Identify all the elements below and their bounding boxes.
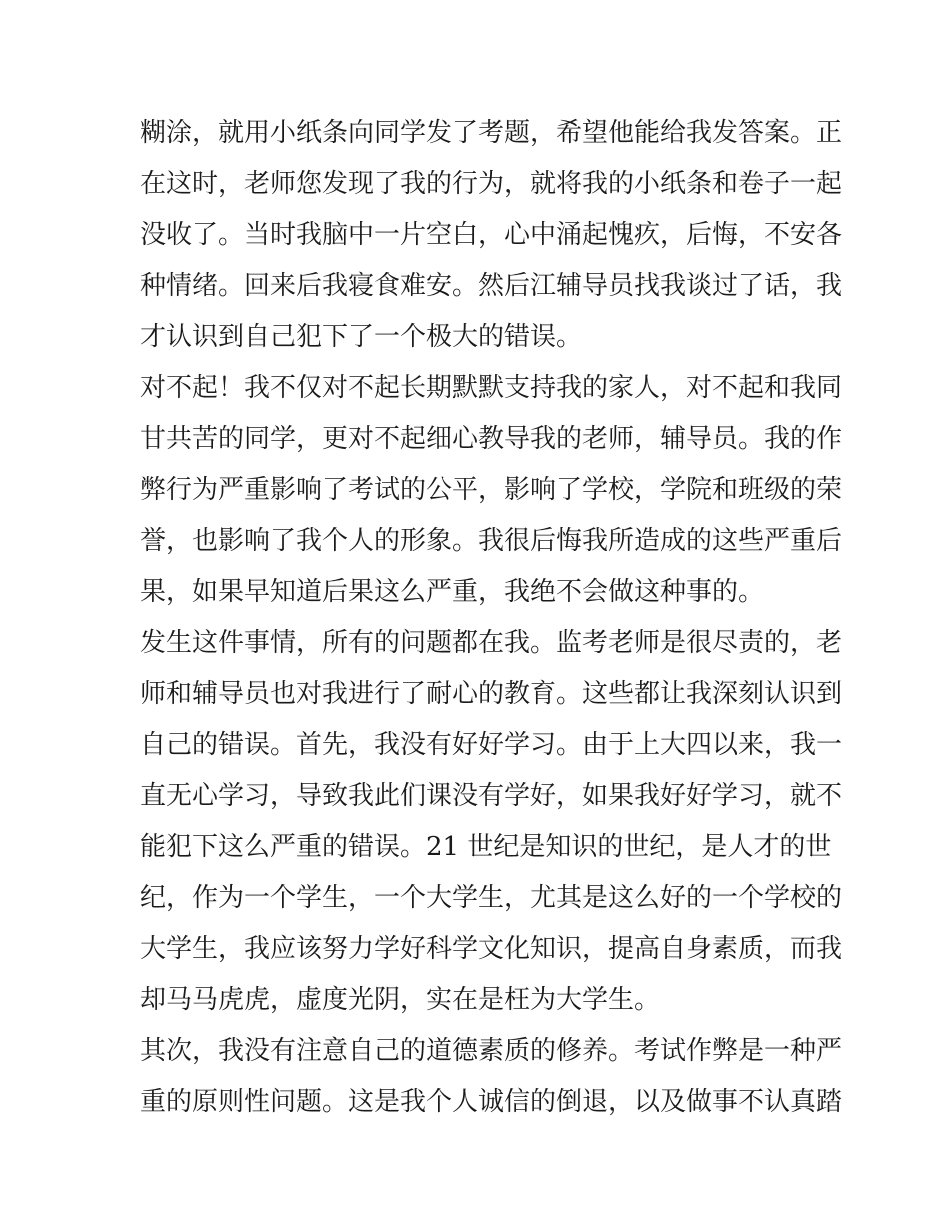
text-line: 自己的错误。首先，我没有好好学习。由于上大四以来，我一: [140, 730, 843, 760]
text-line: 大学生，我应该努力学好科学文化知识，提高自身素质，而我: [140, 934, 843, 964]
text-line: 却马马虎虎，虚度光阴，实在是枉为大学生。: [140, 985, 661, 1015]
text-line: 直无心学习，导致我此们课没有学好，如果我好好学习，就不: [140, 781, 843, 811]
body-text: [140, 108, 843, 1128]
text-line: 弊行为严重影响了考试的公平，影响了学校，学院和班级的荣: [140, 475, 843, 505]
text-line: 纪，作为一个学生，一个大学生，尤其是这么好的一个学校的: [140, 883, 843, 913]
text-line: 对不起！我不仅对不起长期默默支持我的家人，对不起和我同: [140, 373, 843, 403]
text-line: 甘共苦的同学，更对不起细心教导我的老师，辅导员。我的作: [140, 424, 843, 454]
text-line: 才认识到自己犯下了一个极大的错误。: [140, 322, 583, 352]
text-line: 发生这件事情，所有的问题都在我。监考老师是很尽责的，老: [140, 628, 843, 658]
text-line: 果，如果早知道后果这么严重，我绝不会做这种事的。: [140, 577, 765, 607]
text-line: 没收了。当时我脑中一片空白，心中涌起愧疚，后悔，不安各: [140, 220, 843, 250]
text-line: 在这时，老师您发现了我的行为，就将我的小纸条和卷子一起: [140, 169, 843, 199]
text-line: 誉，也影响了我个人的形象。我很后悔我所造成的这些严重后: [140, 526, 843, 556]
text-line: 糊涂，就用小纸条向同学发了考题，希望他能给我发答案。正: [140, 118, 843, 148]
text-line: 种情绪。回来后我寝食难安。然后江辅导员找我谈过了话，我: [140, 271, 843, 301]
text-line: 其次，我没有注意自己的道德素质的修养。考试作弊是一种严: [140, 1036, 843, 1066]
text-line: 师和辅导员也对我进行了耐心的教育。这些都让我深刻认识到: [140, 679, 843, 709]
text-line: 重的原则性问题。这是我个人诚信的倒退，以及做事不认真踏: [140, 1087, 843, 1117]
text-line: 能犯下这么严重的错误。21 世纪是知识的世纪，是人才的世: [140, 832, 832, 862]
